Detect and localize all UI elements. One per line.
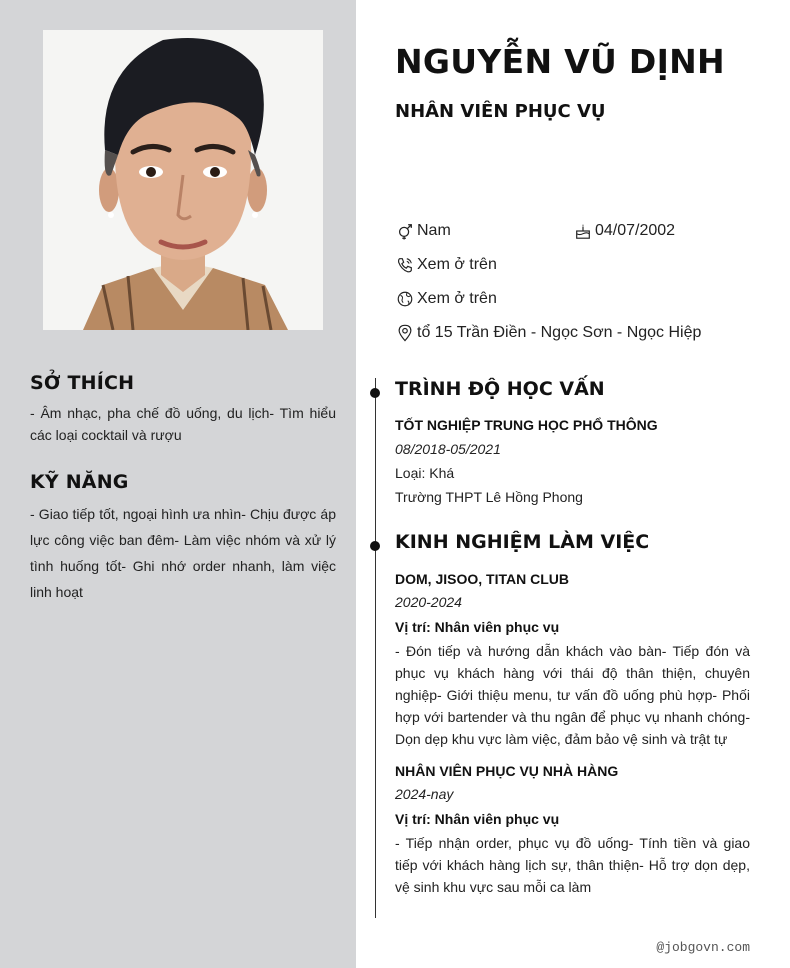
hobbies-heading: SỞ THÍCH (30, 372, 135, 394)
job-period: 2020-2024 (395, 594, 462, 610)
skills-heading: KỸ NĂNG (30, 471, 129, 493)
birthday-info (573, 220, 675, 242)
education-school: Trường THPT Lê Hồng Phong (395, 489, 583, 505)
phone-icon (395, 255, 415, 275)
globe-icon (395, 289, 415, 309)
job-period: 2024-nay (395, 786, 454, 802)
job-role: Vị trí: Nhân viên phục vụ (395, 811, 560, 827)
gender-info (395, 220, 451, 242)
education-grade: Loại: Khá (395, 465, 455, 481)
hobbies-text: - Âm nhạc, pha chế đồ uống, du lịch- Tìm hiểu các loại cocktail và rượu (30, 405, 336, 443)
job-title: NHÂN VIÊN PHỤC VỤ (395, 101, 606, 122)
education-dot (370, 388, 380, 398)
education-heading: TRÌNH ĐỘ HỌC VẤN (395, 378, 605, 400)
location-pin-icon (395, 323, 415, 343)
profile-photo (43, 30, 323, 330)
experience-dot (370, 541, 380, 551)
skills-section (30, 471, 336, 605)
skills-text: - Giao tiếp tốt, ngoại hình ưa nhìn- Chịu được áp lực công việc ban đêm- Làm việc nhóm và xử lý tình huống tốt- Ghi nhớ order nhanh, làm việc linh hoạt (30, 506, 336, 600)
phone-info (395, 254, 497, 276)
job-description: - Đón tiếp và hướng dẫn khách vào bàn- Tiếp đón và phục vụ khách hàng với thái độ thân thiện, chuyên nghiệp- Giới thiệu menu, tư vấn đồ uống phù hợp- Phối hợp với bartender và thu ngân để phục vụ nhanh chóng- Dọn dẹp khu vực làm việc, đảm bảo vệ sinh và trật tự (395, 643, 750, 747)
website-value: Xem ở trên (417, 290, 497, 307)
phone-value: Xem ở trên (417, 256, 497, 273)
hobbies-section (30, 372, 336, 446)
timeline-line (375, 378, 376, 918)
job-company: NHÂN VIÊN PHỤC VỤ NHÀ HÀNG (395, 763, 619, 779)
birthday-value: 04/07/2002 (595, 222, 676, 239)
job-description: - Tiếp nhận order, phục vụ đồ uống- Tính tiền và giao tiếp với khách hàng lịch sự, thân thiện- Hỗ trợ dọn dẹp, vệ sinh khu vực sau mỗi ca làm (395, 835, 750, 895)
gender-icon (395, 221, 415, 241)
job-company: DOM, JISOO, TITAN CLUB (395, 571, 569, 587)
candidate-name: NGUYỄN VŨ DỊNH (395, 42, 725, 81)
footer-watermark: @jobgovn.com (656, 940, 750, 955)
education-degree: TỐT NGHIỆP TRUNG HỌC PHỔ THÔNG (395, 417, 658, 433)
cake-icon (573, 221, 593, 241)
address-info (395, 322, 701, 344)
website-info (395, 288, 497, 310)
education-period: 08/2018-05/2021 (395, 441, 501, 457)
address-value: tổ 15 Trần Điền - Ngọc Sơn - Ngọc Hiệp (417, 324, 702, 341)
gender-value: Nam (417, 222, 451, 239)
job-role: Vị trí: Nhân viên phục vụ (395, 619, 560, 635)
experience-heading: KINH NGHIỆM LÀM VIỆC (395, 531, 650, 553)
